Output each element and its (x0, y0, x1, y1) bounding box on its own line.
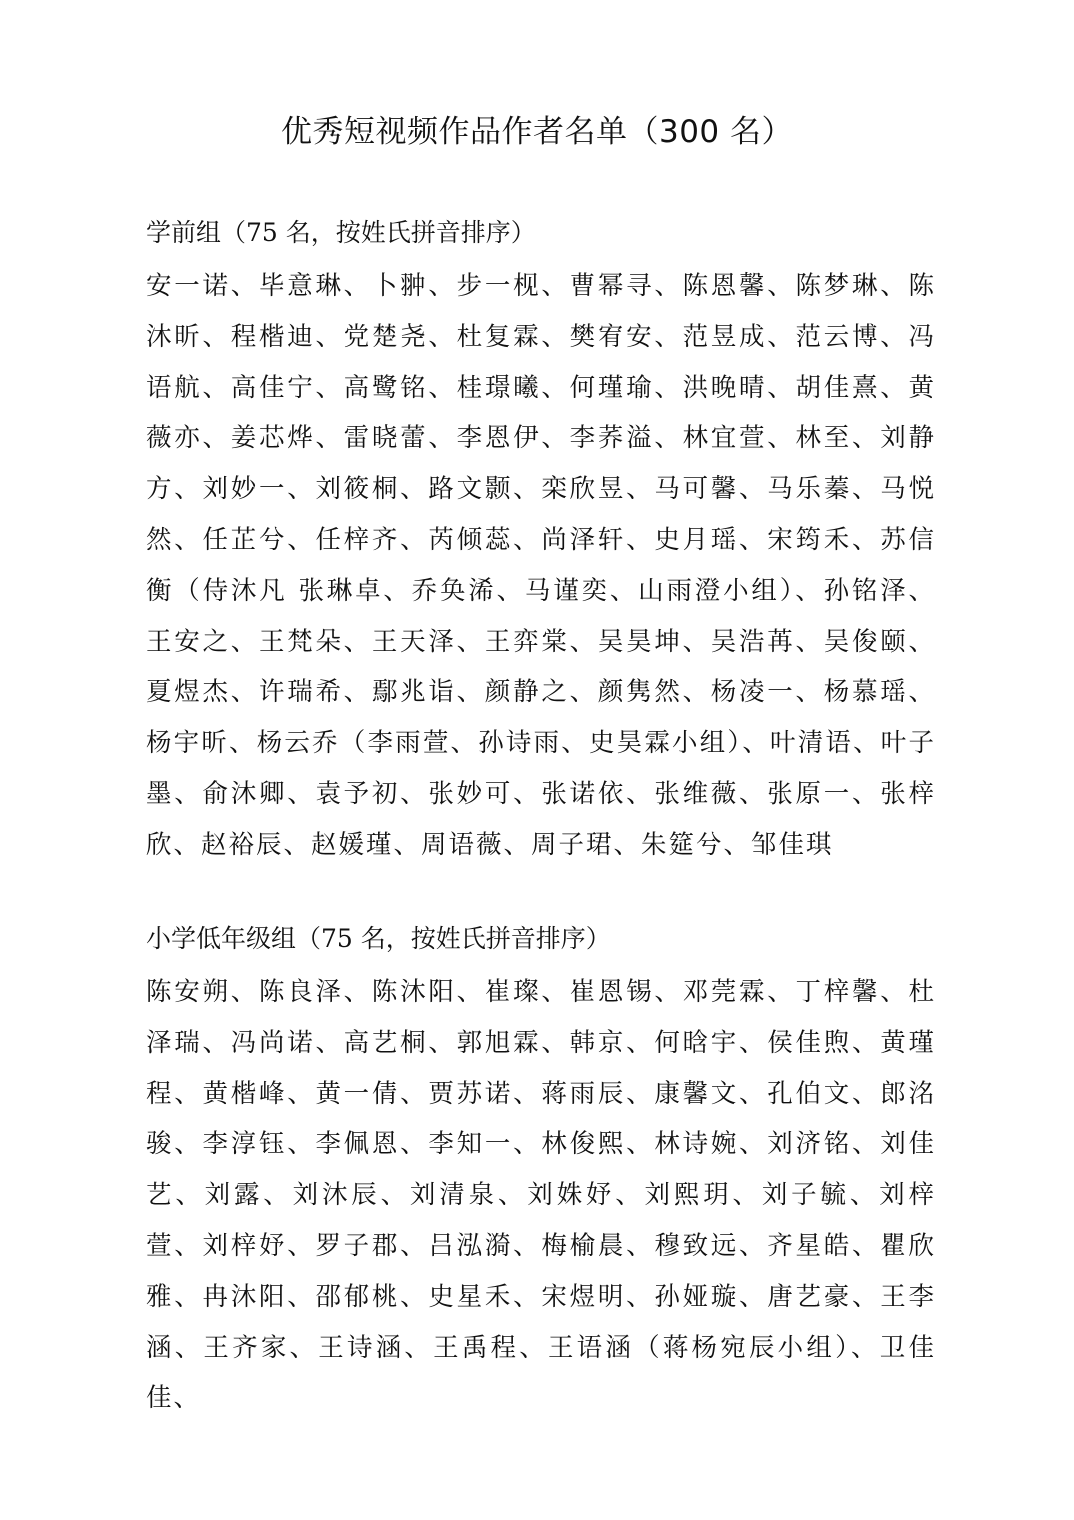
section-preschool (146, 212, 936, 871)
section-heading: 学前组（75 名，按姓氏拼音排序） (146, 218, 536, 247)
section-lower-primary (146, 918, 936, 1424)
name-list: 陈安朔、陈良泽、陈沐阳、崔璨、崔恩锡、邓莞霖、丁梓馨、杜泽瑞、冯尚诺、高艺桐、郭旭霖、韩京、何晗宇、侯佳煦、黄瑾程、黄楷峰、黄一倩、贾苏诺、蒋雨辰、康馨文、孔伯文、郎洺骏、李淳钰、李佩恩、李知一、林俊熙、林诗婉、刘济铭、刘佳艺、刘露、刘沐辰、刘清泉、刘姝妤、刘熙玥、刘子毓、刘梓萱、刘梓妤、罗子郡、吕泓漪、梅榆晨、穆致远、齐星皓、瞿欣雅、冉沐阳、邵郁桃、史星禾、宋煜明、孙娅璇、唐艺豪、王李涵、王齐家、王诗涵、王禹程、王语涵（蒋杨宛辰小组）、卫佳佳、 (146, 977, 936, 1414)
section-heading: 小学低年级组（75 名，按姓氏拼音排序） (146, 924, 611, 953)
page-title: 优秀短视频作品作者名单（300 名） (280, 114, 794, 150)
name-list: 安一诺、毕意琳、卜翀、步一枧、曹幂寻、陈恩馨、陈梦琳、陈沐昕、程楷迪、党楚尧、杜复霖、樊宥安、范昱成、范云博、冯语航、高佳宁、高鹭铭、桂璟曦、何瑾瑜、洪晚晴、胡佳熹、黄薇亦、姜芯烨、雷晓蕾、李恩伊、李荞溢、林宜萱、林至、刘静方、刘妙一、刘筱桐、路文颢、栾欣昱、马可馨、马乐蓁、马悦然、任芷兮、任梓齐、芮倾蕊、尚泽轩、史月瑶、宋筠禾、苏信衡（侍沐凡 张琳卓、乔奂浠、马谨奕、山雨澄小组）、孙铭泽、王安之、王梵朵、王天泽、王弈棠、吴昊坤、吴浩苒、吴俊颐、夏煜杰、许瑞希、鄢兆诣、颜静之、颜隽然、杨凌一、杨慕瑶、杨宇昕、杨云乔（李雨萱、孙诗雨、史昊霖小组）、叶清语、叶子墨、俞沐卿、袁予初、张妙可、张诺依、张维薇、张原一、张梓欣、赵裕辰、赵媛瑾、周语薇、周子珺、朱筵兮、邹佳琪 (146, 271, 936, 860)
